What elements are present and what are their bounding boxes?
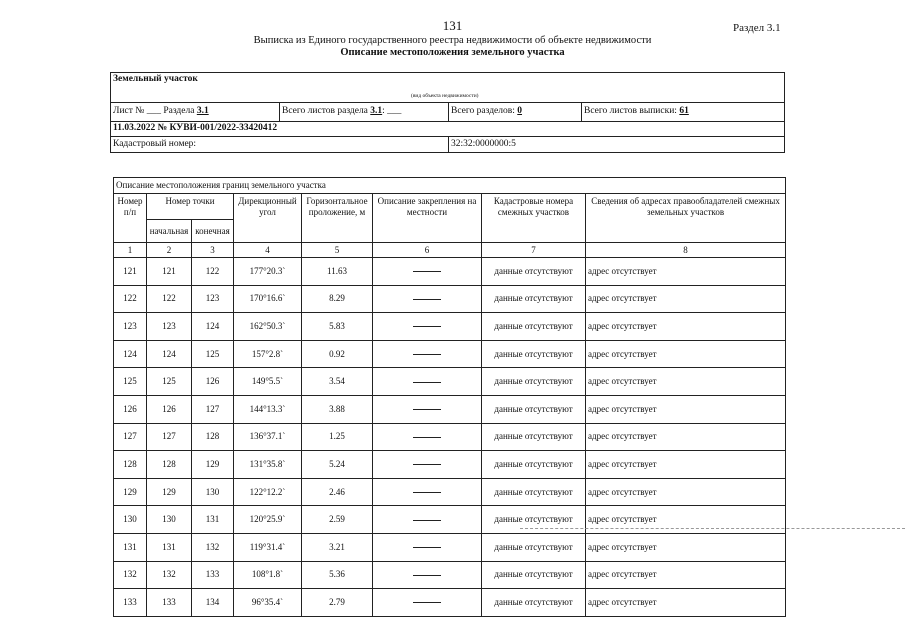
cell-num: 133: [114, 589, 147, 617]
cadastral-label: Кадастровый номер:: [113, 139, 197, 149]
column-number: 4: [234, 243, 302, 258]
sheet-section: 3.1: [196, 106, 209, 116]
date-number: 11.03.2022 № КУВИ-001/2022-33420412: [113, 123, 278, 133]
cell-cadastral: данные отсутствуют: [482, 478, 586, 506]
table-row: [114, 423, 786, 451]
sheet-label: Лист № ___ Раздела 3.1: [113, 106, 209, 116]
dash-mark: [413, 382, 441, 383]
table-row: [114, 395, 786, 423]
divider: [448, 102, 449, 121]
cadastral-value: 32:32:0000000:5: [451, 139, 516, 149]
cell-fixing: [373, 423, 482, 451]
header-start: начальная: [147, 220, 192, 243]
cell-address: адрес отсутствует: [586, 589, 786, 617]
cell-fixing: [373, 589, 482, 617]
table-row: [114, 258, 786, 286]
table-row: [114, 368, 786, 396]
cell-distance: 3.21: [302, 533, 373, 561]
cell-start-point: 122: [147, 285, 192, 313]
cell-distance: 2.59: [302, 506, 373, 534]
cell-angle: 157°2.8`: [234, 340, 302, 368]
header-angle: Дирекционный угол: [234, 194, 302, 243]
cell-num: 126: [114, 395, 147, 423]
cell-num: 131: [114, 533, 147, 561]
cell-distance: 8.29: [302, 285, 373, 313]
column-number: 2: [147, 243, 192, 258]
dash-mark: [413, 326, 441, 327]
cell-end-point: 125: [192, 340, 234, 368]
cell-cadastral: данные отсутствуют: [482, 340, 586, 368]
cell-start-point: 125: [147, 368, 192, 396]
cell-cadastral: данные отсутствуют: [482, 423, 586, 451]
cell-end-point: 131: [192, 506, 234, 534]
cell-fixing: [373, 368, 482, 396]
header-end: конечная: [192, 220, 234, 243]
cell-start-point: 127: [147, 423, 192, 451]
cell-end-point: 133: [192, 561, 234, 589]
cell-end-point: 132: [192, 533, 234, 561]
column-number: 3: [192, 243, 234, 258]
cell-angle: 170°16.6`: [234, 285, 302, 313]
cell-fixing: [373, 561, 482, 589]
table-row: [114, 533, 786, 561]
cell-num: 128: [114, 451, 147, 479]
cell-angle: 144°13.3`: [234, 395, 302, 423]
total-sections: Всего разделов: 0: [451, 106, 523, 116]
cell-address: адрес отсутствует: [586, 451, 786, 479]
table-row: [114, 478, 786, 506]
cell-angle: 177°20.3`: [234, 258, 302, 286]
cell-num: 127: [114, 423, 147, 451]
cell-end-point: 127: [192, 395, 234, 423]
header-cadastral-adjacent: Кадастровые номера смежных участков: [482, 194, 586, 243]
table-row: [114, 561, 786, 589]
cell-cadastral: данные отсутствуют: [482, 533, 586, 561]
dash-mark: [413, 409, 441, 410]
cell-num: 121: [114, 258, 147, 286]
cell-cadastral: данные отсутствуют: [482, 561, 586, 589]
cell-angle: 131°35.8`: [234, 451, 302, 479]
cell-address: адрес отсутствует: [586, 395, 786, 423]
page-number: 131: [442, 18, 463, 33]
cell-start-point: 132: [147, 561, 192, 589]
cell-cadastral: данные отсутствуют: [482, 313, 586, 341]
cell-address: адрес отсутствует: [586, 258, 786, 286]
section-label: Раздел 3.1: [733, 22, 781, 34]
cell-start-point: 128: [147, 451, 192, 479]
cell-distance: 2.46: [302, 478, 373, 506]
document-subtitle: Описание местоположения земельного участка: [340, 47, 565, 58]
cell-distance: 5.83: [302, 313, 373, 341]
cell-fixing: [373, 451, 482, 479]
cell-address: адрес отсутствует: [586, 423, 786, 451]
cell-address: адрес отсутствует: [586, 340, 786, 368]
cell-distance: 2.79: [302, 589, 373, 617]
cell-distance: 3.88: [302, 395, 373, 423]
cell-address: адрес отсутствует: [586, 478, 786, 506]
cell-address: адрес отсутствует: [586, 533, 786, 561]
cell-end-point: 134: [192, 589, 234, 617]
cell-address: адрес отсутствует: [586, 368, 786, 396]
cell-address: адрес отсутствует: [586, 285, 786, 313]
cell-angle: 122°12.2`: [234, 478, 302, 506]
dash-mark: [413, 464, 441, 465]
dash-mark: [413, 520, 441, 521]
header-point-numbers: Номер точки: [147, 194, 234, 220]
cell-end-point: 129: [192, 451, 234, 479]
cell-cadastral: данные отсутствуют: [482, 395, 586, 423]
cell-address: адрес отсутствует: [586, 561, 786, 589]
cell-fixing: [373, 506, 482, 534]
dash-mark: [413, 271, 441, 272]
cell-address: адрес отсутствует: [586, 313, 786, 341]
cell-end-point: 130: [192, 478, 234, 506]
dash-mark: [413, 547, 441, 548]
column-number: 1: [114, 243, 147, 258]
cell-start-point: 123: [147, 313, 192, 341]
cell-num: 123: [114, 313, 147, 341]
cell-fixing: [373, 533, 482, 561]
cell-cadastral: данные отсутствуют: [482, 258, 586, 286]
header-owners-addresses: Сведения об адресах правообладателей смежных земельных участков: [586, 194, 786, 243]
cell-address: адрес отсутствует: [586, 506, 786, 534]
divider: [581, 102, 582, 121]
column-number: 7: [482, 243, 586, 258]
cell-num: 122: [114, 285, 147, 313]
cell-num: 130: [114, 506, 147, 534]
cell-fixing: [373, 258, 482, 286]
cell-cadastral: данные отсутствуют: [482, 285, 586, 313]
cell-start-point: 126: [147, 395, 192, 423]
cell-cadastral: данные отсутствуют: [482, 368, 586, 396]
cell-cadastral: данные отсутствуют: [482, 451, 586, 479]
cell-angle: 108°1.8`: [234, 561, 302, 589]
cell-angle: 136°37.1`: [234, 423, 302, 451]
table-row: [114, 589, 786, 617]
total-sheets-section: Всего листов раздела 3.1: ___: [282, 106, 402, 116]
dash-mark: [413, 575, 441, 576]
column-number: 5: [302, 243, 373, 258]
dash-mark: [413, 299, 441, 300]
cell-cadastral: данные отсутствуют: [482, 589, 586, 617]
column-number: 6: [373, 243, 482, 258]
total-sheets-extract: Всего листов выписки: 61: [584, 106, 689, 116]
cell-start-point: 121: [147, 258, 192, 286]
cell-distance: 1.25: [302, 423, 373, 451]
cell-fixing: [373, 340, 482, 368]
cell-distance: 3.54: [302, 368, 373, 396]
cell-distance: 5.36: [302, 561, 373, 589]
cell-num: 129: [114, 478, 147, 506]
document-title: Выписка из Единого государственного реестра недвижимости об объекте недвижимости: [253, 35, 652, 46]
table-row: [114, 313, 786, 341]
cell-angle: 96°35.4`: [234, 589, 302, 617]
table-caption: Описание местоположения границ земельного участка: [114, 178, 786, 194]
divider: [279, 102, 280, 121]
boundary-table: [113, 177, 786, 617]
header-num: Номер п/п: [114, 194, 147, 243]
cell-start-point: 129: [147, 478, 192, 506]
cell-distance: 11.63: [302, 258, 373, 286]
scan-artifact: [520, 528, 905, 529]
cell-num: 132: [114, 561, 147, 589]
cell-end-point: 128: [192, 423, 234, 451]
cell-start-point: 131: [147, 533, 192, 561]
table-row: [114, 451, 786, 479]
object-type: Земельный участок: [113, 74, 198, 84]
table-row: [114, 285, 786, 313]
cell-end-point: 126: [192, 368, 234, 396]
header-fixing: Описание закрепления на местности: [373, 194, 482, 243]
cell-distance: 5.24: [302, 451, 373, 479]
cell-start-point: 133: [147, 589, 192, 617]
cell-angle: 120°25.9`: [234, 506, 302, 534]
object-type-caption: (вид объекта недвижимости): [411, 93, 479, 99]
cell-fixing: [373, 285, 482, 313]
cell-fixing: [373, 478, 482, 506]
cell-end-point: 124: [192, 313, 234, 341]
dash-mark: [413, 492, 441, 493]
divider: [110, 121, 785, 122]
cell-angle: 162°50.3`: [234, 313, 302, 341]
dash-mark: [413, 354, 441, 355]
cell-angle: 149°5.5`: [234, 368, 302, 396]
header-distance: Горизонтальное проложение, м: [302, 194, 373, 243]
cell-num: 125: [114, 368, 147, 396]
dash-mark: [413, 437, 441, 438]
column-number: 8: [586, 243, 786, 258]
cell-end-point: 123: [192, 285, 234, 313]
cell-distance: 0.92: [302, 340, 373, 368]
cell-start-point: 124: [147, 340, 192, 368]
cell-fixing: [373, 395, 482, 423]
cell-start-point: 130: [147, 506, 192, 534]
dash-mark: [413, 602, 441, 603]
cell-num: 124: [114, 340, 147, 368]
table-row: [114, 506, 786, 534]
cell-end-point: 122: [192, 258, 234, 286]
divider: [448, 136, 449, 153]
cell-fixing: [373, 313, 482, 341]
table-row: [114, 340, 786, 368]
cell-angle: 119°31.4`: [234, 533, 302, 561]
cell-cadastral: данные отсутствуют: [482, 506, 586, 534]
